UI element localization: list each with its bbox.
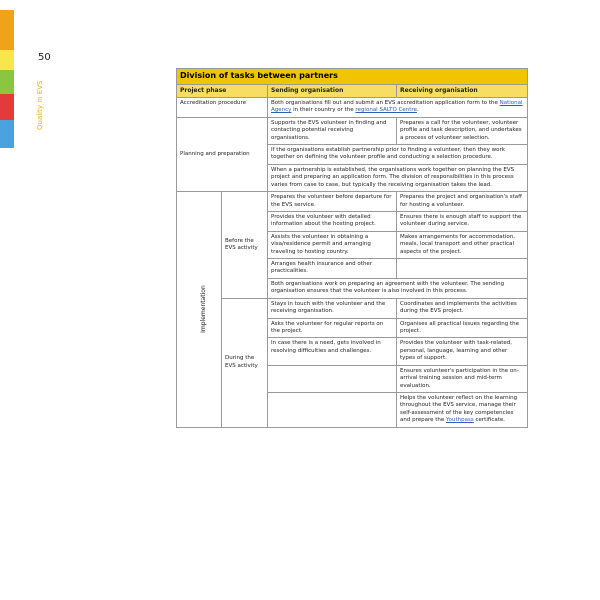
before-receiving — [397, 259, 528, 279]
before-receiving: Makes arrangements for accommodation, meals, local transport and other practical aspects of the project. — [397, 231, 528, 258]
accreditation-both — [268, 97, 528, 117]
table-row — [177, 192, 528, 212]
header-receiving-organisation: Receiving organisation — [397, 84, 528, 97]
text-fragment: Both organisations fill out and submit an EVS accreditation application form to the — [271, 99, 500, 106]
youthpass-link[interactable]: Youthpass — [446, 417, 474, 424]
header-sending-organisation: Sending organisation — [268, 84, 397, 97]
phase-accreditation: Accreditation procedure — [177, 97, 268, 117]
phase-implementation — [177, 192, 222, 428]
before-sending: Provides the volunteer with detailed information about the hosting project. — [268, 211, 397, 231]
during-receiving: Provides the volunteer with task-related, personal, language, learning and other types of support. — [397, 338, 528, 365]
tasks-table — [176, 68, 528, 428]
during-receiving-last — [397, 392, 528, 427]
before-sending: Prepares the volunteer before departure for the EVS service. — [268, 192, 397, 212]
salto-centre-link[interactable]: regional SALTO Centre — [355, 107, 417, 114]
planning-both-2: When a partnership is established, the organisations work together on planning the EVS project and preparing an application form. The division of responsibilities in this process varies from case to case, but typically the receiving organisation takes the lead. — [268, 164, 528, 191]
before-receiving: Prepares the project and organisation's staff for hosting a volunteer. — [397, 192, 528, 212]
during-sending-empty — [268, 392, 397, 427]
page-number: 50 — [38, 52, 51, 63]
national-agency-link[interactable]: National Agency — [271, 99, 523, 114]
before-both: Both organisations work on preparing an agreement with the volunteer. The sending organisation ensures that the volunteer is also involved in this process. — [268, 278, 528, 298]
table-row — [177, 117, 528, 144]
during-sending — [268, 365, 397, 392]
text-fragment: . — [416, 107, 419, 114]
table-row — [177, 97, 528, 117]
color-tab-orange — [0, 10, 14, 50]
header-project-phase: Project phase — [177, 84, 268, 97]
color-tab-green — [0, 70, 14, 94]
stage-before: Before the EVS activity — [222, 192, 268, 299]
color-tab-yellow — [0, 50, 14, 70]
before-receiving: Ensures there is enough staff to support the volunteer during service. — [397, 211, 528, 231]
during-sending: In case there is a need, gets involved in resolving difficulties and challenges. — [268, 338, 397, 365]
before-sending: Arranges health insurance and other practicalities. — [268, 259, 397, 279]
stage-during: During the EVS activity — [222, 298, 268, 427]
table-row — [177, 298, 528, 318]
table-title-row — [177, 69, 528, 85]
text-fragment: in their country or the — [291, 107, 356, 114]
during-sending: Stays in touch with the volunteer and the receiving organisation. — [268, 298, 397, 318]
table-header-row — [177, 84, 528, 97]
phase-planning: Planning and preparation — [177, 117, 268, 191]
color-tab-red — [0, 94, 14, 120]
during-receiving: Organises all practical issues regarding the project. — [397, 318, 528, 338]
planning-both-1: If the organisations establish partnership prior to finding a volunteer, then they work together on defining the volunteer profile and conducting a selection procedure. — [268, 145, 528, 165]
phase-implementation-label: Implementation — [199, 285, 207, 334]
table-title: Division of tasks between partners — [177, 69, 528, 85]
text-fragment: Helps the volunteer reflect on the learning throughout the EVS service, manage their self-assessment of the key competencies and prepare the — [400, 394, 518, 424]
during-receiving: Coordinates and implements the activities during the EVS project. — [397, 298, 528, 318]
text-fragment: certificate. — [473, 417, 505, 424]
section-side-label: Quality in EVS — [36, 80, 44, 130]
during-receiving: Ensures volunteer's participation in the on-arrival training session and mid-term evaluation. — [397, 365, 528, 392]
planning-sending: Supports the EVS volunteer in finding and contacting potential receiving organisations. — [268, 117, 397, 144]
before-sending: Assists the volunteer in obtaining a visa/residence permit and arranging traveling to hosting country. — [268, 231, 397, 258]
planning-receiving: Prepares a call for the volunteer, volunteer profile and task description, and undertakes a process of volunteer selection. — [397, 117, 528, 144]
color-tab-blue — [0, 120, 14, 148]
during-sending: Asks the volunteer for regular reports on the project. — [268, 318, 397, 338]
